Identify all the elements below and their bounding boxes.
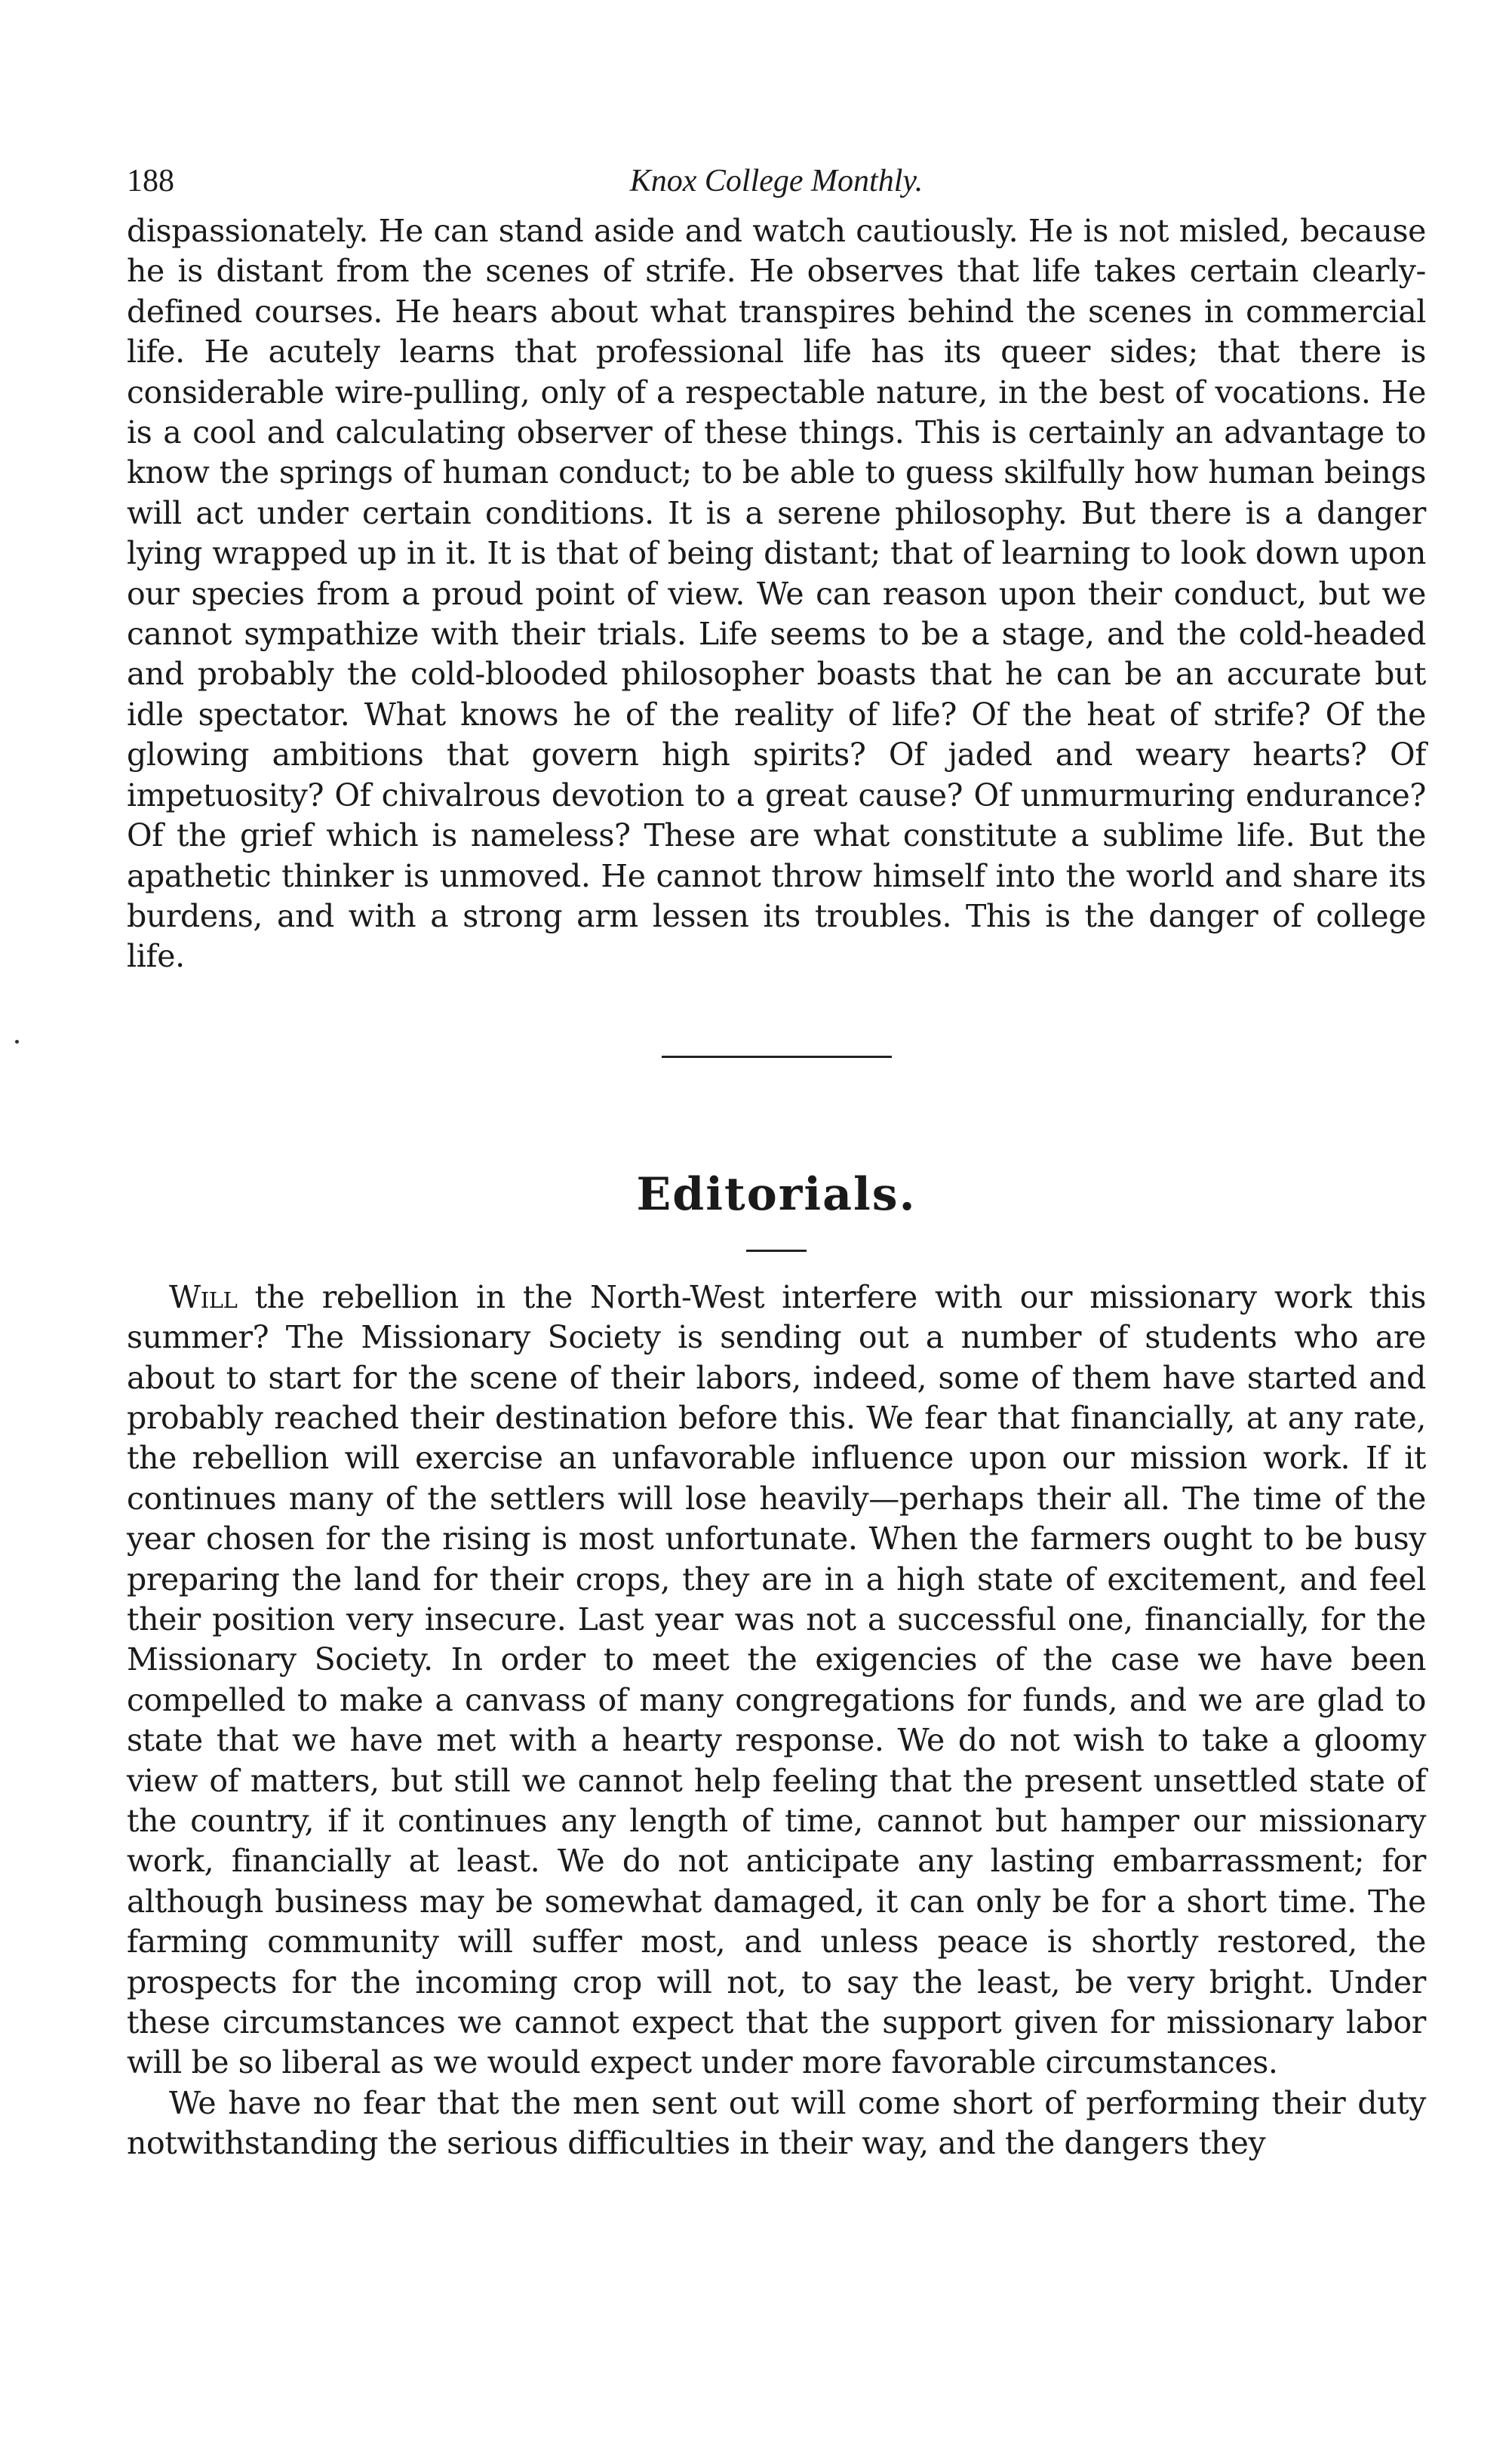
page-number: 188	[127, 164, 174, 198]
heading-rule	[746, 1250, 807, 1252]
lead-word: Will	[169, 1278, 238, 1315]
editorial-paragraph-1-text: the rebellion in the North-West interfere with our missionary work this summer? The Missionary Society is sending out a number of students who are about to start for the scene of their labors, indeed, some of them have started and probably reached their destination before this. We fear that financially, at any rate, the rebellion will exercise an unfavorable influence upon our mission work. If it continues many of the settlers will lose heavily—perhaps their all. The time of the year chosen for the rising is most unfortunate. When the farmers ought to be busy preparing the land for their crops, they are in a high state of excitement, and feel their position very insecure. Last year was not a successful one, financially, for the Missionary Society. In order to meet the exigencies of the case we have been compelled to make a canvass of many congregations for funds, and we are glad to state that we have met with a hearty response. We do not wish to take a gloomy view of matters, but still we cannot help feeling that the present unsettled state of the country, if it continues any length of time, cannot but hamper our missionary work, financially at least. We do not anticipate any lasting embarrassment; for although business may be somewhat damaged, it can only be for a short time. The farming community will suffer most, and unless peace is shortly restored, the prospects for the incoming crop will not, to say the least, be very bright. Under these circumstances we cannot expect that the support given for missionary labor will be so liberal as we would expect under more favorable circumstances.	[127, 1278, 1426, 2081]
journal-title: Knox College Monthly.	[629, 164, 923, 198]
editorial-paragraph-2: We have no fear that the men sent out will come short of performing their duty notwithstanding the serious difficulties in their way, and the dangers they	[127, 2084, 1426, 2162]
page-body	[127, 151, 1426, 2164]
margin-speck	[15, 1040, 19, 1044]
running-head	[127, 151, 1426, 211]
section-divider	[662, 1056, 892, 1058]
section-heading: Editorials.	[636, 1167, 917, 1221]
editorial-paragraph-1	[127, 1278, 1426, 2083]
continued-paragraph: dispassionately. He can stand aside and watch cautiously. He is not misled, because he is distant from the scenes of strife. He observes that life takes certain clearly-defined courses. He hears about what transpires behind the scenes in commercial life. He acutely learns that professional life has its queer sides; that there is considerable wire-pulling, only of a respectable nature, in the best of vocations. He is a cool and calculating observer of these things. This is certainly an advantage to know the springs of human conduct; to be able to guess skilfully how human beings will act under certain conditions. It is a serene philosophy. But there is a danger lying wrapped up in it. It is that of being distant; that of learning to look down upon our species from a proud point of view. We can reason upon their conduct, but we cannot sympathize with their trials. Life seems to be a stage, and the cold-headed and probably the cold-blooded philosopher boasts that he can be an accurate but idle spectator. What knows he of the reality of life? Of the heat of strife? Of the glowing ambitions that govern high spirits? Of jaded and weary hearts? Of impetuosity? Of chivalrous devotion to a great cause? Of unmurmuring endurance? Of the grief which is nameless? These are what constitute a sublime life. But the apathetic thinker is unmoved. He cannot throw himself into the world and share its burdens, and with a strong arm lessen its troubles. This is the danger of college life.	[127, 213, 1426, 975]
